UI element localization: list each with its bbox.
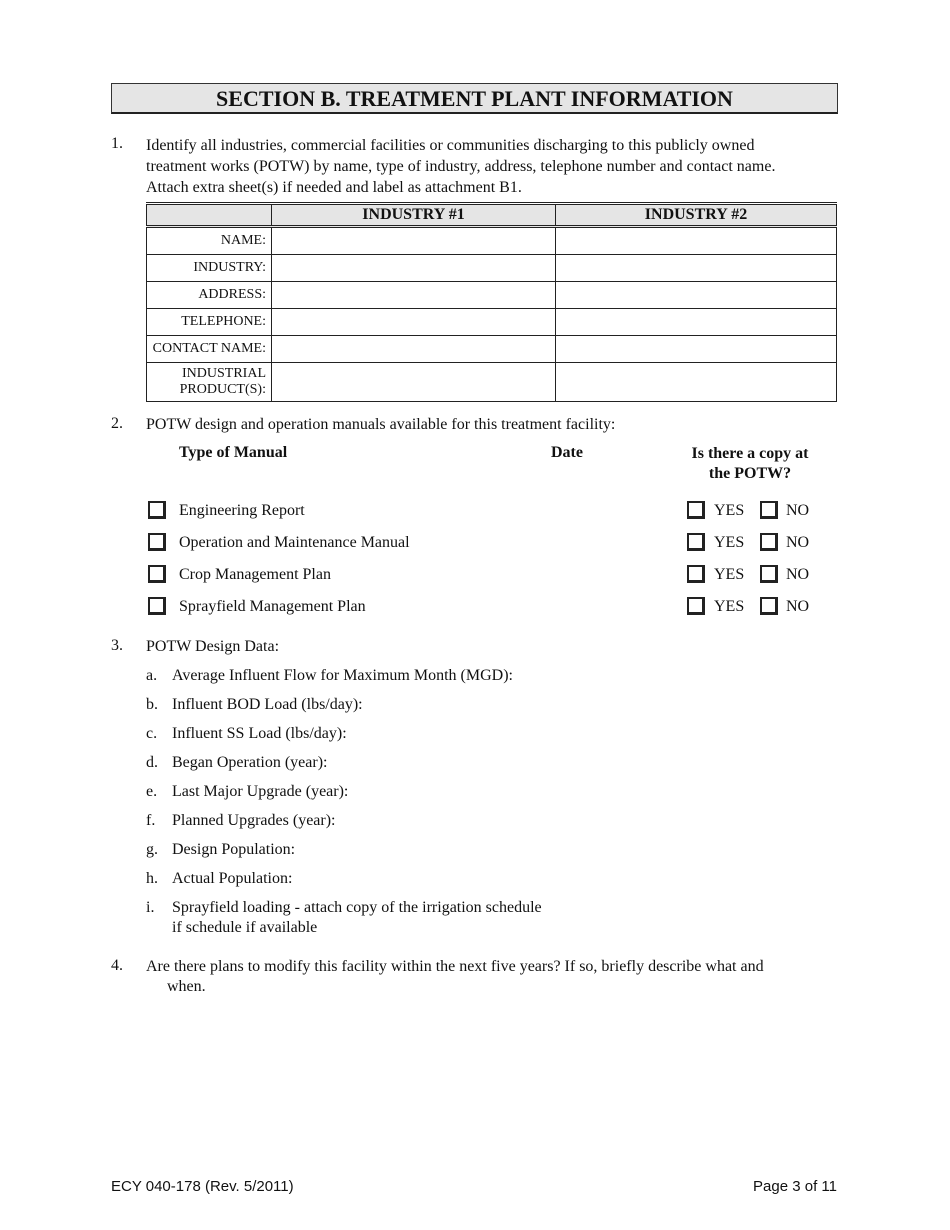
industry-1-telephone-field[interactable] — [272, 309, 556, 336]
q1-text — [146, 135, 846, 198]
form-id: ECY 040-178 (Rev. 5/2011) — [111, 1178, 294, 1195]
table-row — [147, 336, 837, 363]
industry-2-header: INDUSTRY #2 — [556, 204, 837, 227]
table-row — [147, 309, 837, 336]
item-label: Design Population: — [172, 841, 296, 858]
q4-line2: when. — [167, 978, 206, 995]
no-label: NO — [786, 566, 810, 583]
yes-label: YES — [714, 598, 745, 615]
item-label — [172, 898, 542, 938]
crop-plan-yes-checkbox[interactable] — [687, 565, 705, 583]
sprayfield-plan-checkbox[interactable] — [148, 597, 166, 615]
item-label: Began Operation (year): — [172, 754, 328, 771]
industry-1-address-field[interactable] — [272, 282, 556, 309]
manual-row — [148, 533, 838, 555]
manual-label: Sprayfield Management Plan — [179, 598, 366, 615]
copy-header — [680, 444, 820, 484]
industry-1-name-field[interactable] — [272, 227, 556, 255]
table-row — [147, 255, 837, 282]
q1-line: Attach extra sheet(s) if needed and label as attachment B1. — [146, 179, 522, 196]
item-letter: a. — [146, 667, 158, 684]
page-number: Page 3 of 11 — [753, 1178, 837, 1195]
industry-2-telephone-field[interactable] — [556, 309, 837, 336]
industry-1-header: INDUSTRY #1 — [272, 204, 556, 227]
row-label-address: ADDRESS: — [147, 282, 272, 309]
table-row — [147, 363, 837, 402]
manual-type-header: Type of Manual — [179, 444, 288, 461]
manual-row — [148, 597, 838, 619]
q3-text: POTW Design Data: — [146, 638, 280, 655]
crop-plan-no-checkbox[interactable] — [760, 565, 778, 583]
crop-plan-checkbox[interactable] — [148, 565, 166, 583]
om-manual-no-checkbox[interactable] — [760, 533, 778, 551]
table-header-blank — [147, 204, 272, 227]
item-i-line2: if schedule if available — [172, 919, 318, 936]
date-header: Date — [551, 444, 583, 461]
no-label: NO — [786, 534, 810, 551]
om-manual-checkbox[interactable] — [148, 533, 166, 551]
item-letter: e. — [146, 783, 158, 800]
manual-label: Operation and Maintenance Manual — [179, 534, 410, 551]
row-label-products-line2: PRODUCT(S): — [179, 382, 266, 397]
industry-1-contact-field[interactable] — [272, 336, 556, 363]
manual-row — [148, 501, 838, 523]
industry-2-contact-field[interactable] — [556, 336, 837, 363]
yes-label: YES — [714, 534, 745, 551]
row-label-contact-name: CONTACT NAME: — [147, 336, 272, 363]
item-i-line1: Sprayfield loading - attach copy of the irrigation schedule — [172, 899, 542, 916]
row-label-products-line1: INDUSTRIAL — [182, 366, 266, 381]
industry-table-header — [147, 204, 837, 227]
q2-number: 2. — [111, 415, 123, 432]
row-label-industry: INDUSTRY: — [147, 255, 272, 282]
industry-2-products-field[interactable] — [556, 363, 837, 402]
item-letter: i. — [146, 899, 155, 916]
q2-text: POTW design and operation manuals available for this treatment facility: — [146, 416, 616, 433]
q1-line: Identify all industries, commercial facilities or communities discharging to this publicly owned — [146, 137, 755, 154]
q1-line: treatment works (POTW) by name, type of industry, address, telephone number and contact name. — [146, 158, 776, 175]
manual-label: Crop Management Plan — [179, 566, 331, 583]
sprayfield-plan-yes-checkbox[interactable] — [687, 597, 705, 615]
item-letter: c. — [146, 725, 158, 742]
item-letter: g. — [146, 841, 158, 858]
item-letter: h. — [146, 870, 158, 887]
manual-row — [148, 565, 838, 587]
q1-number: 1. — [111, 135, 123, 152]
copy-header-line2: the POTW? — [708, 465, 792, 482]
item-label: Average Influent Flow for Maximum Month (MGD): — [172, 667, 513, 684]
industry-2-address-field[interactable] — [556, 282, 837, 309]
engineering-report-yes-checkbox[interactable] — [687, 501, 705, 519]
industry-1-industry-field[interactable] — [272, 255, 556, 282]
section-title: SECTION B. TREATMENT PLANT INFORMATION — [111, 83, 838, 114]
q4-text — [146, 957, 846, 997]
row-label-telephone: TELEPHONE: — [147, 309, 272, 336]
yes-label: YES — [714, 566, 745, 583]
engineering-report-no-checkbox[interactable] — [760, 501, 778, 519]
q3-number: 3. — [111, 637, 123, 654]
engineering-report-checkbox[interactable] — [148, 501, 166, 519]
row-label-products — [147, 363, 272, 402]
q4-line1: Are there plans to modify this facility within the next five years? If so, briefly describe what and — [146, 958, 764, 975]
q4-number: 4. — [111, 957, 123, 974]
copy-header-line1: Is there a copy at — [691, 445, 809, 462]
yes-label: YES — [714, 502, 745, 519]
table-row — [147, 227, 837, 255]
no-label: NO — [786, 598, 810, 615]
om-manual-yes-checkbox[interactable] — [687, 533, 705, 551]
industry-2-name-field[interactable] — [556, 227, 837, 255]
industry-2-industry-field[interactable] — [556, 255, 837, 282]
item-label: Influent SS Load (lbs/day): — [172, 725, 347, 742]
item-letter: d. — [146, 754, 158, 771]
item-letter: b. — [146, 696, 158, 713]
no-label: NO — [786, 502, 810, 519]
item-label: Influent BOD Load (lbs/day): — [172, 696, 363, 713]
table-row — [147, 282, 837, 309]
industry-1-products-field[interactable] — [272, 363, 556, 402]
row-label-name: NAME: — [147, 227, 272, 255]
item-label: Planned Upgrades (year): — [172, 812, 336, 829]
item-letter: f. — [146, 812, 156, 829]
item-label: Last Major Upgrade (year): — [172, 783, 349, 800]
item-label: Actual Population: — [172, 870, 293, 887]
sprayfield-plan-no-checkbox[interactable] — [760, 597, 778, 615]
manual-label: Engineering Report — [179, 502, 305, 519]
industry-table — [146, 202, 837, 402]
